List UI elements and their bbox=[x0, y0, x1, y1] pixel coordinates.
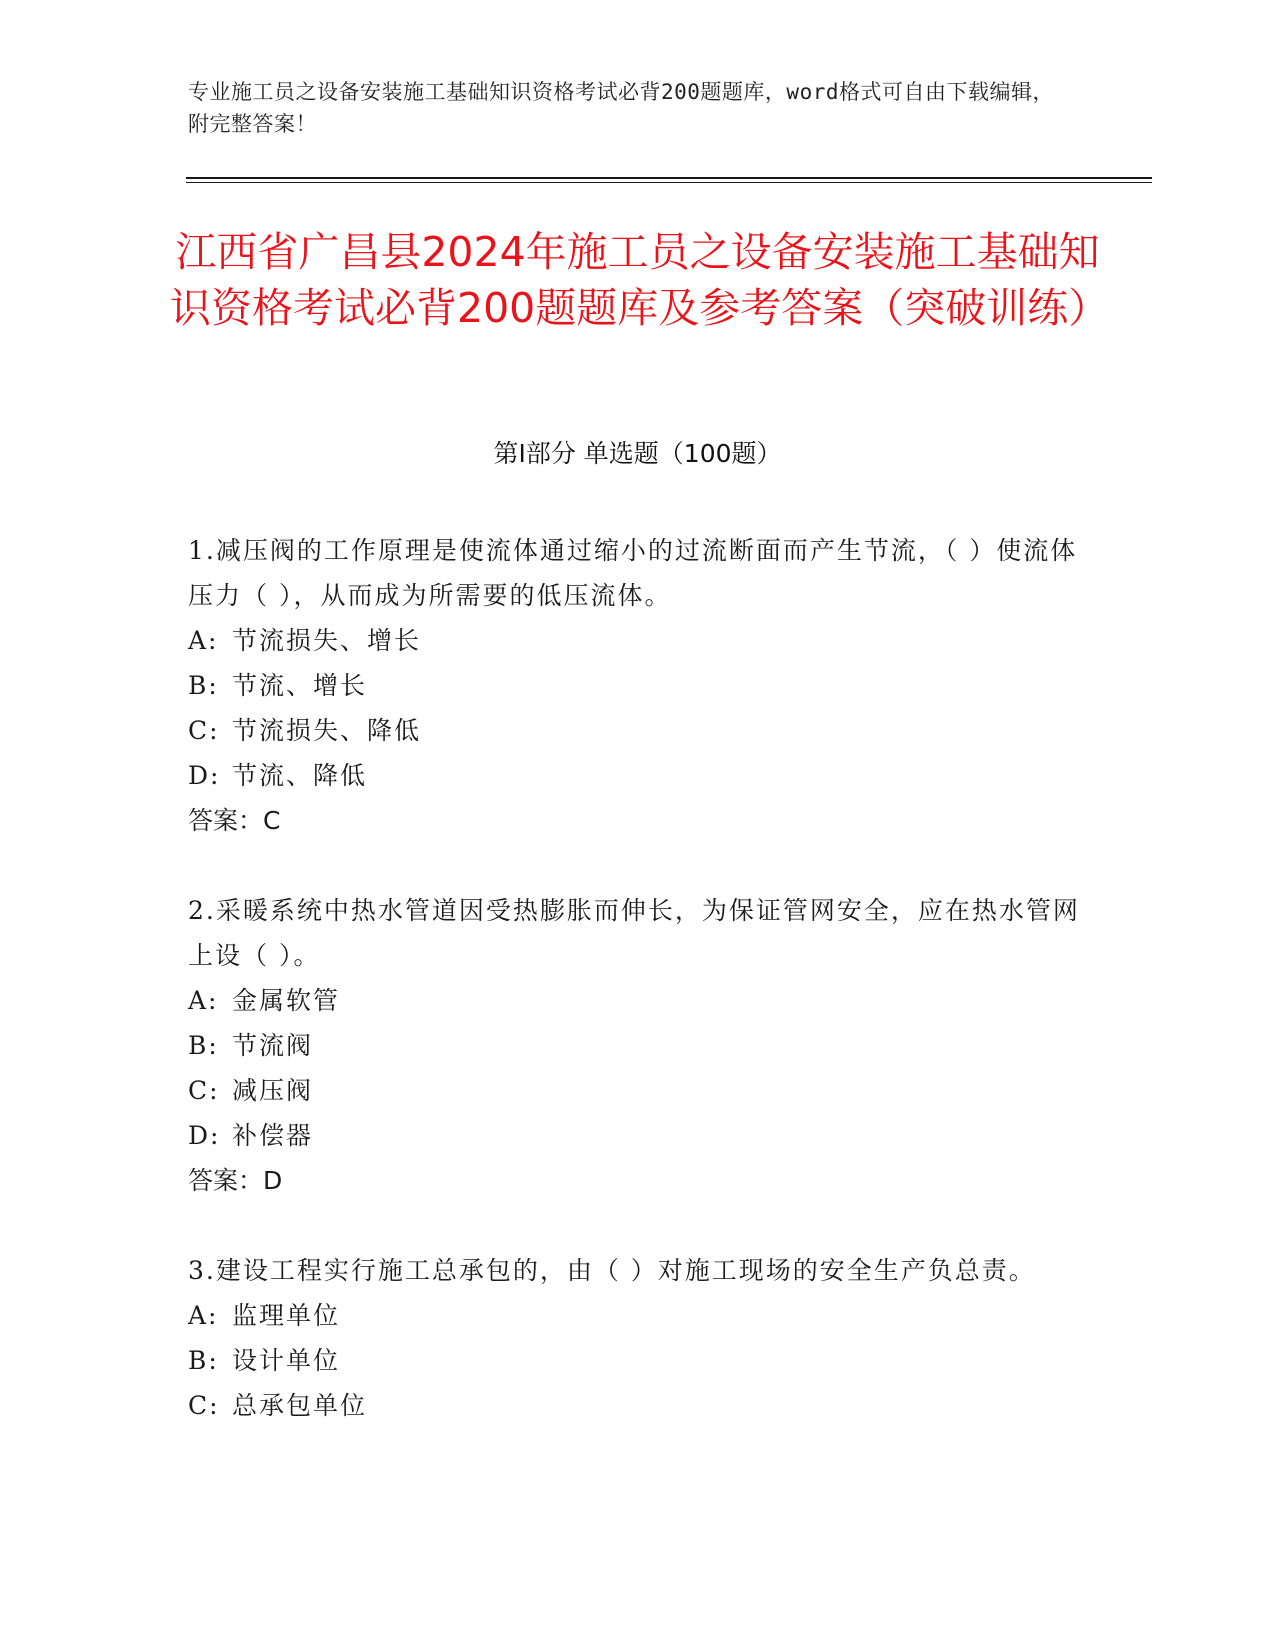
option-text: 减压阀 bbox=[232, 1076, 314, 1105]
option-key: B: bbox=[188, 1031, 219, 1060]
option-text: 节流阀 bbox=[232, 1031, 314, 1060]
question-list bbox=[188, 528, 1088, 1472]
option-b bbox=[188, 1338, 1088, 1383]
option-text: 设计单位 bbox=[232, 1346, 341, 1375]
option-key: A: bbox=[188, 986, 219, 1015]
option-key: B: bbox=[188, 1346, 219, 1375]
option-key: B: bbox=[188, 671, 219, 700]
question-stem: 3.建设工程实行施工总承包的，由（ ）对施工现场的安全生产负总责。 bbox=[188, 1256, 1036, 1285]
header-note: 专业施工员之设备安装施工基础知识资格考试必背200题题库，word格式可自由下载编辑，附完整答案！ bbox=[188, 80, 1054, 136]
option-a bbox=[188, 978, 1088, 1023]
option-c bbox=[188, 1068, 1088, 1113]
document-title: 江西省广昌县2024年施工员之设备安装施工基础知识资格考试必背200题题库及参考答案（突破训练） bbox=[170, 228, 1110, 332]
answer-line: 答案：D bbox=[188, 1166, 283, 1195]
option-d bbox=[188, 753, 1088, 798]
option-text: 节流损失、增长 bbox=[232, 626, 422, 655]
option-text: 节流、增长 bbox=[232, 671, 368, 700]
option-text: 监理单位 bbox=[232, 1301, 341, 1330]
option-key: C: bbox=[188, 1391, 220, 1420]
option-text: 总承包单位 bbox=[232, 1391, 368, 1420]
option-text: 节流、降低 bbox=[232, 761, 368, 790]
answer-line: 答案：C bbox=[188, 806, 281, 835]
question-3 bbox=[188, 1248, 1088, 1428]
option-c bbox=[188, 1383, 1088, 1428]
option-a bbox=[188, 618, 1088, 663]
option-key: C: bbox=[188, 716, 220, 745]
option-text: 金属软管 bbox=[232, 986, 341, 1015]
option-key: D: bbox=[188, 1121, 221, 1150]
question-2 bbox=[188, 888, 1088, 1204]
option-text: 补偿器 bbox=[232, 1121, 314, 1150]
option-key: A: bbox=[188, 626, 219, 655]
header-rule-thin bbox=[186, 182, 1152, 183]
question-stem: 2.采暖系统中热水管道因受热膨胀而伸长，为保证管网安全，应在热水管网上设（ ）。 bbox=[188, 896, 1080, 970]
option-b bbox=[188, 1023, 1088, 1068]
option-d bbox=[188, 1113, 1088, 1158]
header-rule-thick bbox=[186, 177, 1152, 179]
question-stem: 1.减压阀的工作原理是使流体通过缩小的过流断面而产生节流，（ ）使流体压力（ ），从而成为所需要的低压流体。 bbox=[188, 536, 1078, 610]
option-key: D: bbox=[188, 761, 221, 790]
option-text: 节流损失、降低 bbox=[232, 716, 422, 745]
option-c bbox=[188, 708, 1088, 753]
option-a bbox=[188, 1293, 1088, 1338]
section-title: 第Ⅰ部分 单选题（100题） bbox=[493, 439, 782, 468]
option-b bbox=[188, 663, 1088, 708]
question-1 bbox=[188, 528, 1088, 844]
option-key: A: bbox=[188, 1301, 219, 1330]
option-key: C: bbox=[188, 1076, 220, 1105]
